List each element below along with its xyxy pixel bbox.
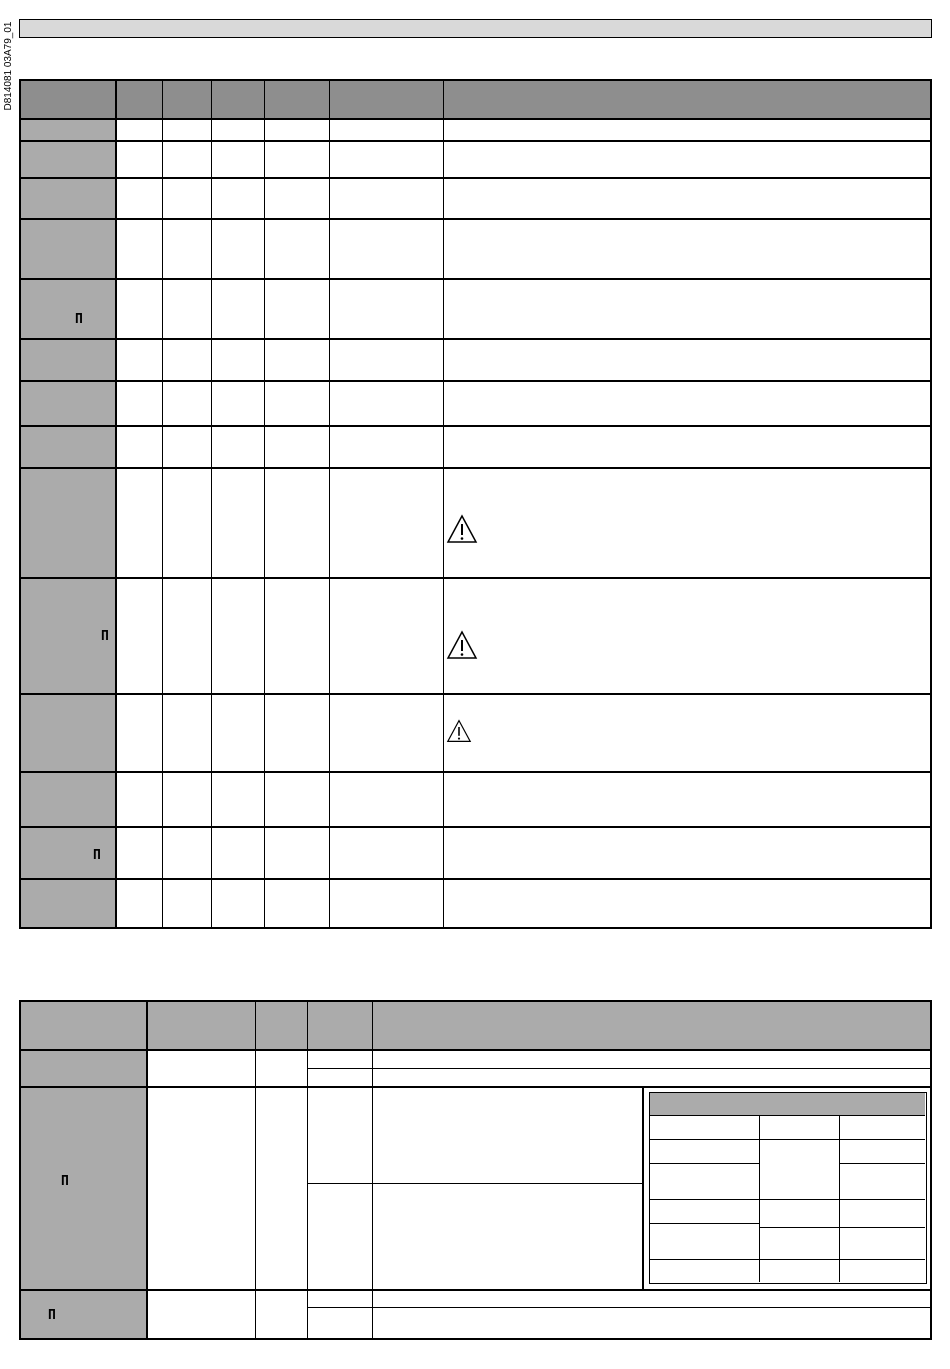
display-glyph: Π <box>75 312 83 327</box>
parameter-table-2 <box>19 1000 932 1340</box>
table-1-label-column <box>21 120 115 927</box>
display-glyph: Π <box>61 1174 69 1189</box>
parameter-table-1 <box>19 79 932 929</box>
table-1-header-row <box>21 81 930 118</box>
table-2-label-column <box>21 1050 146 1338</box>
display-glyph: Π <box>48 1308 56 1323</box>
warning-triangle-icon <box>446 514 478 544</box>
nested-table-header <box>650 1093 925 1115</box>
warning-triangle-icon <box>446 630 478 660</box>
warning-triangle-icon <box>446 719 472 743</box>
section-title-bar <box>19 19 932 38</box>
display-glyph: Π <box>101 629 109 644</box>
table-2-header-row <box>21 1002 930 1050</box>
document-code: D814081 03A79_01 <box>3 21 14 111</box>
nested-values-table <box>642 1087 930 1289</box>
display-glyph: Π <box>93 848 101 863</box>
